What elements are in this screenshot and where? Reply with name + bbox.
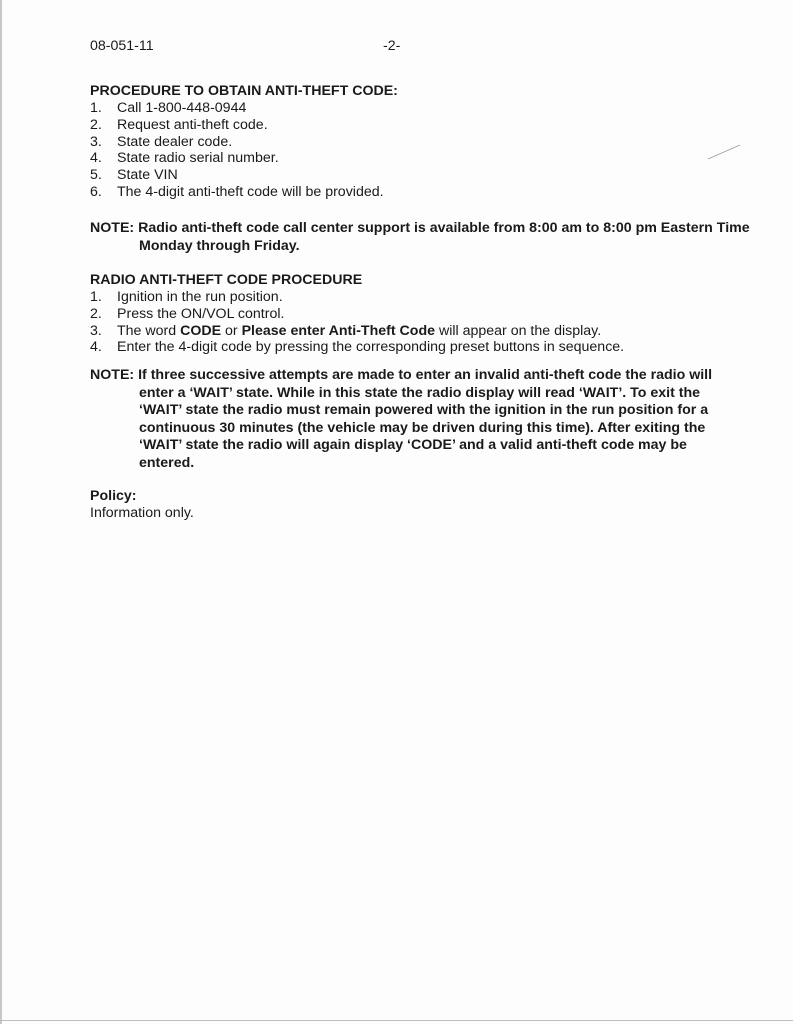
step-number: 4. (90, 150, 102, 167)
note-label: NOTE: (90, 367, 135, 383)
note-text: If three successive attempts are made to enter an invalid anti-theft code the radio will enter a ‘WAIT’ state. While in this state the radio display will read ‘WAIT’. To exit the ‘WAIT’ state the radio must remain powered with the ignition in the run position for a continuous 30 minutes (the vehicle may be driven during this time). After exiting the ‘WAIT’ state the radio will again display ‘CODE’ and a valid anti-theft code may be entered. (138, 367, 713, 471)
code-keyword: CODE (180, 322, 222, 339)
step-text-post: will appear on the display. (435, 322, 602, 339)
list-item (90, 134, 730, 151)
list-item (90, 339, 730, 356)
step-number: 3. (90, 133, 102, 150)
wait-state-note (90, 367, 739, 473)
list-item (90, 289, 730, 306)
policy-text: Information only. (90, 505, 194, 521)
step-number: 2. (90, 116, 102, 133)
step-number: 6. (90, 183, 102, 200)
step-text: The 4-digit anti-theft code will be provided. (117, 183, 384, 200)
list-item (90, 150, 730, 167)
step-number: 1. (90, 100, 102, 116)
step-text-mid: or (221, 322, 242, 339)
call-center-note (90, 220, 759, 255)
scan-bottom-edge (0, 1020, 793, 1021)
step-text-pre: The word (117, 322, 181, 339)
page-number: -2- (383, 38, 401, 54)
note-text: Radio anti-theft code call center support is available from 8:00 am to 8:00 pm Eastern Time Monday through Friday. (138, 220, 750, 254)
step-text: Press the ON/VOL control. (117, 305, 285, 322)
obtain-code-section (90, 83, 730, 201)
step-number: 4. (90, 339, 102, 356)
list-item (90, 117, 730, 134)
step-number: 2. (90, 305, 102, 322)
list-item (90, 167, 730, 184)
obtain-code-steps (90, 100, 730, 201)
radio-procedure-section (90, 272, 730, 356)
step-text: Ignition in the run position. (117, 289, 283, 305)
prompt-keyword: Please enter Anti-Theft Code (241, 322, 435, 339)
step-text: State radio serial number. (117, 150, 279, 167)
step-text: State VIN (117, 167, 178, 184)
step-number: 1. (90, 289, 102, 305)
step-text: Request anti-theft code. (117, 116, 268, 133)
scan-left-edge (0, 0, 2, 1024)
document-number: 08-051-11 (90, 38, 154, 54)
list-item (90, 306, 730, 323)
note-label: NOTE: (90, 220, 135, 236)
step-text: Call 1-800-448-0944 (117, 100, 247, 116)
step-text: State dealer code. (117, 133, 233, 150)
step-text: Enter the 4-digit code by pressing the corresponding preset buttons in sequence. (117, 339, 625, 356)
policy-section (90, 488, 730, 522)
radio-procedure-steps (90, 289, 730, 356)
list-item (90, 100, 730, 117)
list-item (90, 184, 730, 201)
step-number: 3. (90, 322, 102, 339)
list-item (90, 323, 730, 340)
obtain-code-heading: PROCEDURE TO OBTAIN ANTI-THEFT CODE: (90, 83, 398, 99)
policy-heading: Policy: (90, 488, 137, 504)
radio-procedure-heading: RADIO ANTI-THEFT CODE PROCEDURE (90, 272, 363, 288)
stray-pen-mark (706, 143, 742, 161)
step-number: 5. (90, 167, 102, 184)
